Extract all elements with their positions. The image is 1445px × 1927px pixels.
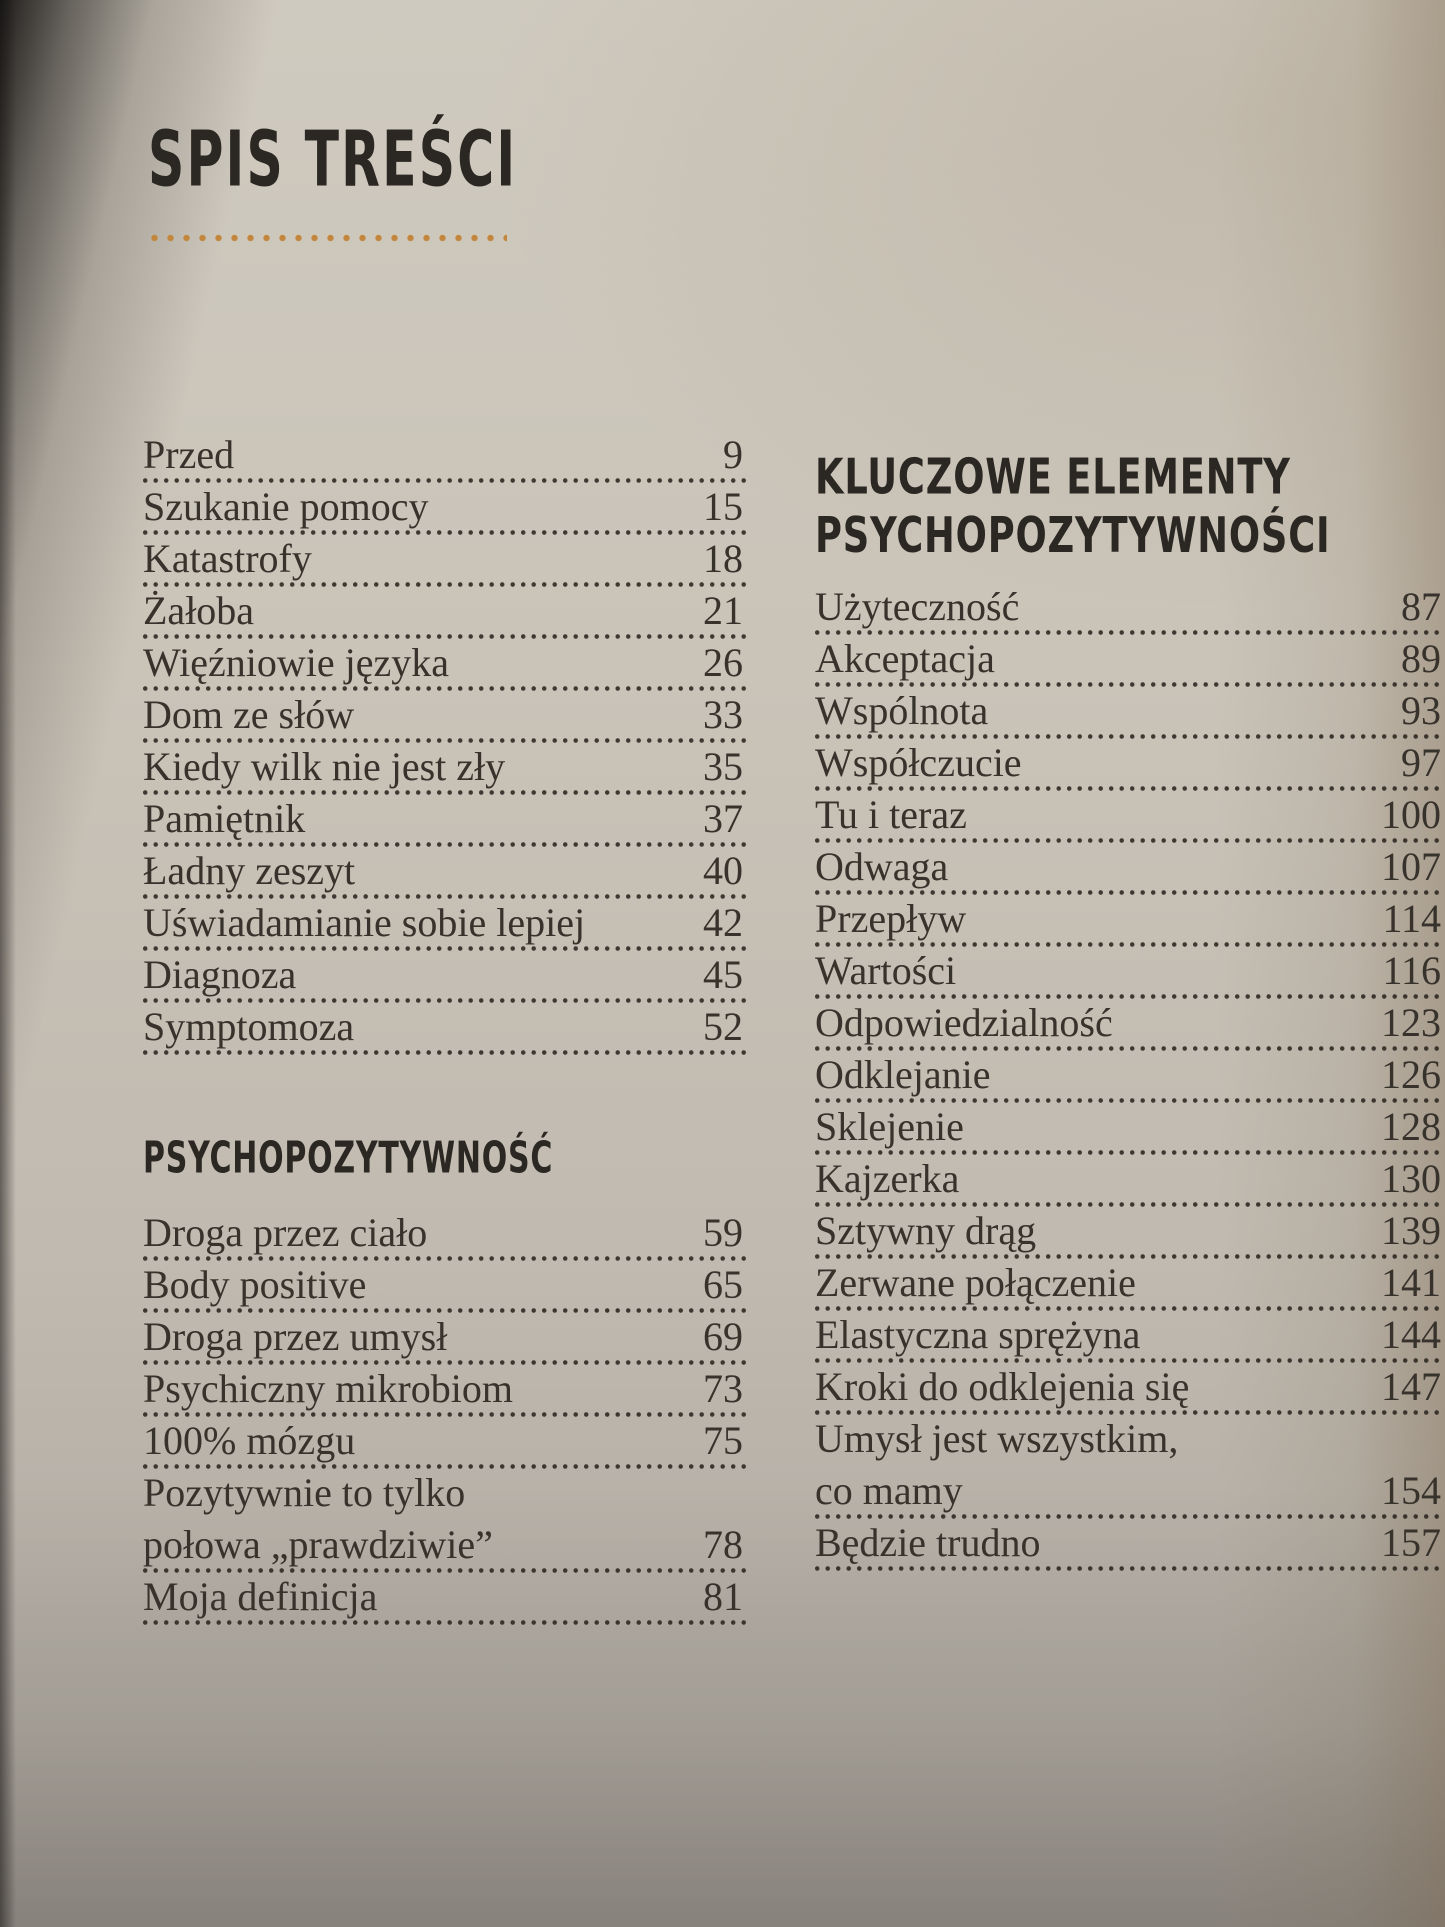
toc-entry [815, 1052, 1441, 1104]
toc-entry-page-number: 73 [703, 1366, 743, 1411]
toc-entry [815, 1156, 1441, 1208]
toc-entry-title: co mamy [815, 1468, 963, 1514]
section-header-text: PSYCHOPOZYTYWNOŚĆ [143, 1133, 554, 1184]
toc-entry-title: Wspólnota [815, 688, 989, 734]
toc-section [815, 448, 1441, 1572]
toc-entry-title: Akceptacja [815, 636, 995, 682]
toc-entry-title: Odklejanie [815, 1052, 991, 1098]
toc-entry [143, 848, 743, 900]
toc-entry-page-number: 141 [1381, 1260, 1441, 1306]
toc-entry-page-number: 97 [1401, 740, 1441, 786]
toc-entry [143, 952, 743, 1004]
toc-entry-title: Przepływ [815, 896, 967, 942]
toc-entry-title: Psychiczny mikrobiom [143, 1366, 513, 1411]
toc-entry-page-number: 116 [1382, 948, 1441, 994]
toc-entry-page-number: 52 [703, 1004, 743, 1049]
toc-entry-title: Uświadamianie sobie lepiej [143, 900, 586, 945]
toc-entry [143, 484, 743, 536]
toc-entry-page-number: 18 [703, 536, 743, 581]
toc-entry [143, 1004, 743, 1056]
toc-entry [815, 1312, 1441, 1364]
toc-entry [815, 584, 1441, 636]
toc-entry-page-number: 89 [1401, 636, 1441, 682]
toc-entry-page-number: 114 [1382, 896, 1441, 942]
toc-entry-title: Szukanie pomocy [143, 484, 429, 529]
toc-entry [143, 1418, 743, 1470]
toc-entry-page-number: 78 [703, 1522, 743, 1567]
toc-entry-page-number: 45 [703, 952, 743, 997]
toc-entry-title: Tu i teraz [815, 792, 967, 838]
toc-entry [143, 1366, 743, 1418]
toc-entry-title: 100% mózgu [143, 1418, 356, 1463]
toc-entry [815, 1208, 1441, 1260]
toc-entry [143, 432, 743, 484]
title-underline-dots [151, 234, 507, 242]
toc-entry [815, 948, 1441, 1000]
toc-entry [143, 1262, 743, 1314]
toc-entry-page-number: 107 [1381, 844, 1441, 890]
toc-entry-title: Zerwane połączenie [815, 1260, 1136, 1306]
toc-entry-page-number: 75 [703, 1418, 743, 1463]
toc-entry-page-number: 128 [1381, 1104, 1441, 1150]
toc-section [143, 432, 743, 1056]
toc-entry [815, 688, 1441, 740]
toc-entry-title: Więźniowie języka [143, 640, 450, 685]
toc-entry-title: Ładny zeszyt [143, 848, 356, 893]
section-header-text: KLUCZOWE ELEMENTY PSYCHOPOZYTYWNOŚCI [815, 448, 1331, 564]
toc-entry-title: Diagnoza [143, 952, 297, 997]
toc-entry [815, 1468, 1441, 1520]
toc-entry-page-number: 126 [1381, 1052, 1441, 1098]
toc-entry [815, 792, 1441, 844]
toc-entry-page-number: 123 [1381, 1000, 1441, 1046]
toc-entry-title: Żałoba [143, 588, 255, 633]
toc-entry-title: Odwaga [815, 844, 949, 890]
toc-column-left [143, 432, 743, 1626]
toc-entry [143, 1314, 743, 1366]
toc-entry [143, 1522, 743, 1574]
section-header [143, 1132, 743, 1184]
toc-entry-title: Współczucie [815, 740, 1022, 786]
toc-entry [815, 896, 1441, 948]
toc-entry [815, 844, 1441, 896]
toc-entry-title: Pamiętnik [143, 796, 306, 841]
toc-entry [143, 744, 743, 796]
toc-entry-title: Wartości [815, 948, 957, 994]
toc-entry [143, 536, 743, 588]
toc-entry [143, 588, 743, 640]
toc-entry [143, 640, 743, 692]
toc-entry-title: Sztywny drąg [815, 1208, 1037, 1254]
toc-entry-title: połowa „prawdziwie” [143, 1522, 493, 1567]
toc-entry-title: Będzie trudno [815, 1520, 1041, 1566]
toc-entry [815, 1000, 1441, 1052]
toc-entry-page-number: 157 [1381, 1520, 1441, 1566]
toc-entry-title: Droga przez umysł [143, 1314, 448, 1359]
toc-section [143, 1132, 743, 1626]
toc-entry [143, 1574, 743, 1626]
section-header [815, 448, 1441, 564]
toc-entry-page-number: 81 [703, 1574, 743, 1619]
toc-entry-page-number: 130 [1381, 1156, 1441, 1202]
toc-entry-page-number: 40 [703, 848, 743, 893]
toc-entry-page-number: 59 [703, 1210, 743, 1255]
toc-column-right [815, 448, 1441, 1572]
toc-entry-wrapped-line: Pozytywnie to tylko [143, 1470, 466, 1515]
toc-entry-page-number: 147 [1381, 1364, 1441, 1410]
toc-entry [143, 692, 743, 744]
toc-entry-page-number: 26 [703, 640, 743, 685]
toc-entry-page-number: 33 [703, 692, 743, 737]
toc-entry [815, 1520, 1441, 1572]
toc-entry-page-number: 37 [703, 796, 743, 841]
toc-entry [143, 796, 743, 848]
toc-entry-title: Dom ze słów [143, 692, 355, 737]
toc-entry-title: Użyteczność [815, 584, 1020, 630]
page-title-text: SPIS TREŚCI [148, 113, 518, 205]
toc-entry [143, 900, 743, 952]
toc-entry-title: Body positive [143, 1262, 367, 1307]
toc-entry-page-number: 42 [703, 900, 743, 945]
toc-entry-page-number: 65 [703, 1262, 743, 1307]
toc-entry-title: Sklejenie [815, 1104, 964, 1150]
toc-entry [815, 740, 1441, 792]
toc-entry-title: Kroki do odklejenia się [815, 1364, 1190, 1410]
toc-entry [815, 1104, 1441, 1156]
toc-entry-title: Moja definicja [143, 1574, 378, 1619]
toc-entry-page-number: 15 [703, 484, 743, 529]
toc-entry-title: Elastyczna sprężyna [815, 1312, 1141, 1358]
toc-entry-title: Katastrofy [143, 536, 312, 581]
toc-entry-page-number: 9 [723, 432, 743, 477]
toc-entry-title: Odpowiedzialność [815, 1000, 1113, 1046]
toc-entry-title: Droga przez ciało [143, 1210, 428, 1255]
toc-entry-page-number: 35 [703, 744, 743, 789]
toc-entry-page-number: 100 [1381, 792, 1441, 838]
toc-entry-wrapped-line: Umysł jest wszystkim, [815, 1416, 1179, 1462]
toc-entry-page-number: 93 [1401, 688, 1441, 734]
toc-entry-title: Kiedy wilk nie jest zły [143, 744, 506, 789]
toc-entry [815, 636, 1441, 688]
toc-entry [815, 1260, 1441, 1312]
toc-entry-page-number: 69 [703, 1314, 743, 1359]
toc-entry-title: Symptomoza [143, 1004, 355, 1049]
toc-entry-page-number: 87 [1401, 584, 1441, 630]
toc-entry-title: Kajzerka [815, 1156, 960, 1202]
toc-entry [815, 1364, 1441, 1416]
toc-entry-page-number: 144 [1381, 1312, 1441, 1358]
toc-entry-page-number: 139 [1381, 1208, 1441, 1254]
toc-entry-page-number: 21 [703, 588, 743, 633]
toc-entry [143, 1210, 743, 1262]
page-title [148, 113, 661, 205]
toc-entry-title: Przed [143, 432, 235, 477]
toc-entry-page-number: 154 [1381, 1468, 1441, 1514]
